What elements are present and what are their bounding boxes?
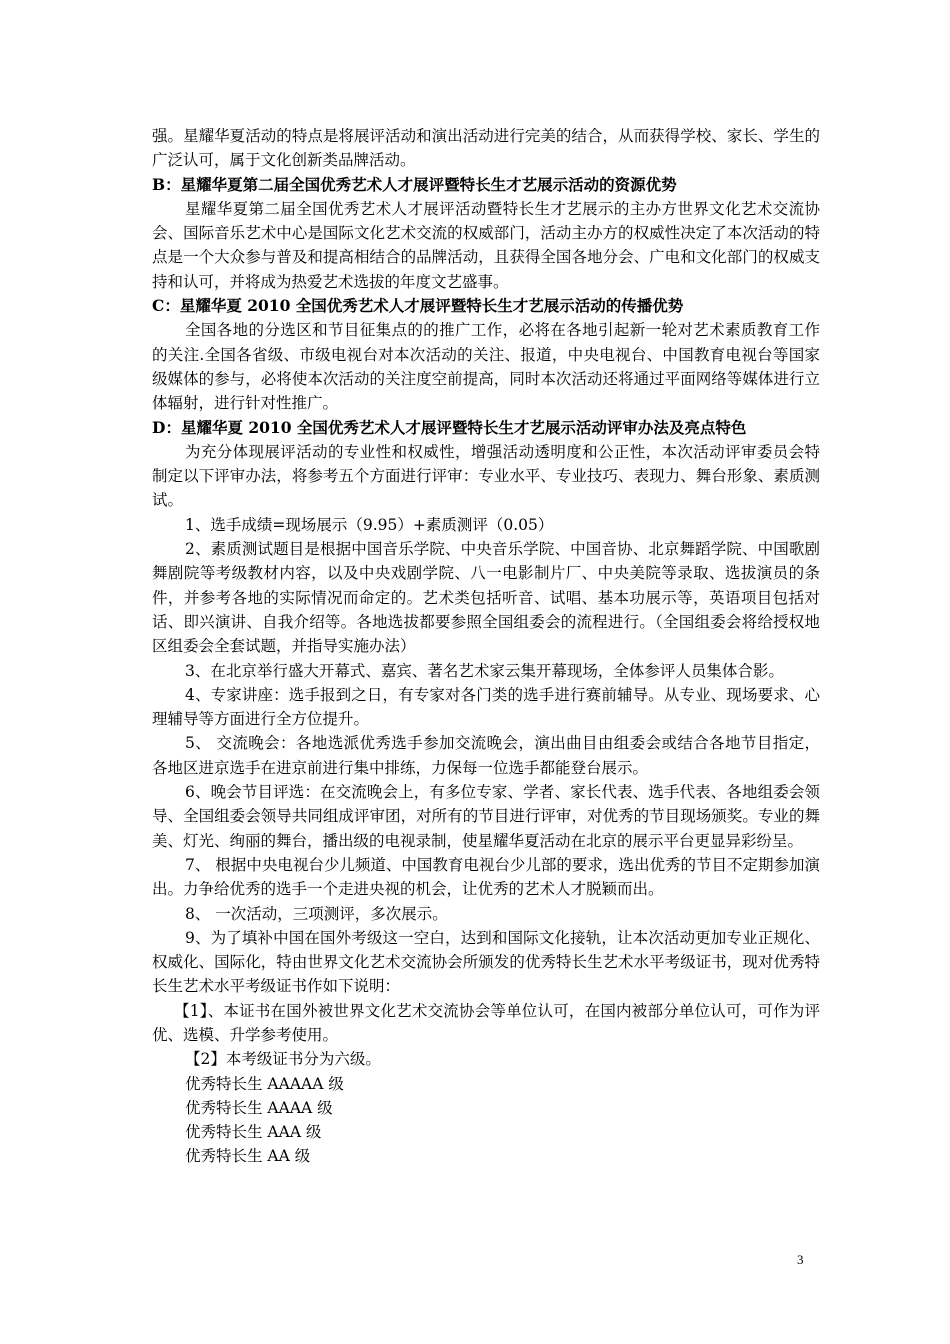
certificate-level: 优秀特长生 AAAAA 级 <box>185 1074 344 1093</box>
list-item: 4、专家讲座：选手报到之日，有专家对各门类的选手进行赛前辅导。从专业、现场要求、心理辅导等方面进行全方位提升。 <box>152 685 820 729</box>
paragraph: 为充分体现展评活动的专业性和权威性，增强活动透明度和公正性，本次活动评审委员会特制定以下评审办法，将参考五个方面进行评审：专业水平、专业技巧、表现力、舞台形象、素质测试。 <box>152 442 820 510</box>
list-item: 7、 根据中央电视台少儿频道、中国教育电视台少儿部的要求，选出优秀的节目不定期参加演出。力争给优秀的选手一个走进央视的机会，让优秀的艺术人才脱颖而出。 <box>152 855 820 899</box>
list-item: 9、为了填补中国在国外考级这一空白，达到和国际文化接轨，让本次活动更加专业正规化、权威化、国际化，特由世界文化艺术交流协会所颁发的优秀特长生艺术水平考级证书，现对优秀特长生艺术水平考级证书作如下说明： <box>152 928 820 996</box>
page-number: 3 <box>797 1252 804 1267</box>
paragraph: 强。星耀华夏活动的特点是将展评活动和演出活动进行完美的结合，从而获得学校、家长、学生的广泛认可，属于文化创新类品牌活动。 <box>152 127 820 170</box>
certificate-level: 优秀特长生 AAAA 级 <box>185 1098 333 1117</box>
list-item: 3、在北京举行盛大开幕式、嘉宾、著名艺术家云集开幕现场，全体参评人员集体合影。 <box>185 661 784 680</box>
section-heading-c: C：星耀华夏 2010 全国优秀艺术人才展评暨特长生才艺展示活动的传播优势 <box>152 296 684 316</box>
certificate-level: 优秀特长生 AA 级 <box>185 1147 311 1166</box>
list-item: 5、 交流晚会：各地选派优秀选手参加交流晚会，演出曲目由组委会或结合各地节目指定， 各地区进京选手在进京前进行集中排练，力保每一位选手都能登台展示。 <box>152 734 820 777</box>
list-item: 6、晚会节目评选：在交流晚会上，有多位专家、学者、家长代表、选手代表、各地组委会领导、全国组委会领导共同组成评审团，对所有的节目进行评审，对优秀的节目现场颁奖。专业的舞美、灯光、绚丽的舞台，播出级的电视录制，使星耀华夏活动在北京的展示平台更显异彩纷呈。 <box>152 783 820 850</box>
list-item: 1、选手成绩=现场展示（9.95）+素质测评（0.05） <box>185 515 554 534</box>
certificate-note-1: 【1】、本证书在国外被世界文化艺术交流协会等单位认可，在国内被部分单位认可，可作为评优、选模、升学参考使用。 <box>152 1001 820 1044</box>
paragraph: 星耀华夏第二届全国优秀艺术人才展评活动暨特长生才艺展示的主办方世界文化艺术交流协会、国际音乐艺术中心是国际文化艺术交流的权威部门，活动主办方的权威性决定了本次活动的特点是一个大众参与普及和提高相结合的品牌活动，且获得全国各地分会、广电和文化部门的权威支持和认可，并将成为热爱艺术选拔的年度文艺盛事。 <box>152 199 820 291</box>
certificate-note-2: 【2】本考级证书分为六级。 <box>185 1050 381 1069</box>
section-heading-d: D：星耀华夏 2010 全国优秀艺术人才展评暨特长生才艺展示活动评审办法及亮点特色 <box>152 417 747 437</box>
document-body <box>152 124 820 1169</box>
certificate-level: 优秀特长生 AAA 级 <box>185 1123 322 1142</box>
list-item: 2、素质测试题目是根据中国音乐学院、中央音乐学院、中国音协、北京舞蹈学院、中国歌剧舞剧院等考级教材内容，以及中央戏剧学院、八一电影制片厂、中央美院等录取、选拔演员的条件，并参考各地的实际情况而命定的。艺术类包括听音、试唱、基本功展示等，英语项目包括对话、即兴演讲、自我介绍等。各地选拔都要参照全国组委会的流程进行。（全国组委会将给授权地区组委会全套试题，并指导实施办法） <box>152 540 820 656</box>
list-item: 8、 一次活动，三项测评，多次展示。 <box>185 904 448 923</box>
paragraph: 全国各地的分选区和节目征集点的的推广工作，必将在各地引起新一轮对艺术素质教育工作的关注.全国各省级、市级电视台对本次活动的关注、报道，中央电视台、中国教育电视台等国家级媒体的参与，必将使本次活动的关注度空前提高，同时本次活动还将通过平面网络等媒体进行立体辐射，进行针对性推广。 <box>152 321 820 413</box>
section-heading-b: B：星耀华夏第二届全国优秀艺术人才展评暨特长生才艺展示活动的资源优势 <box>152 174 677 194</box>
